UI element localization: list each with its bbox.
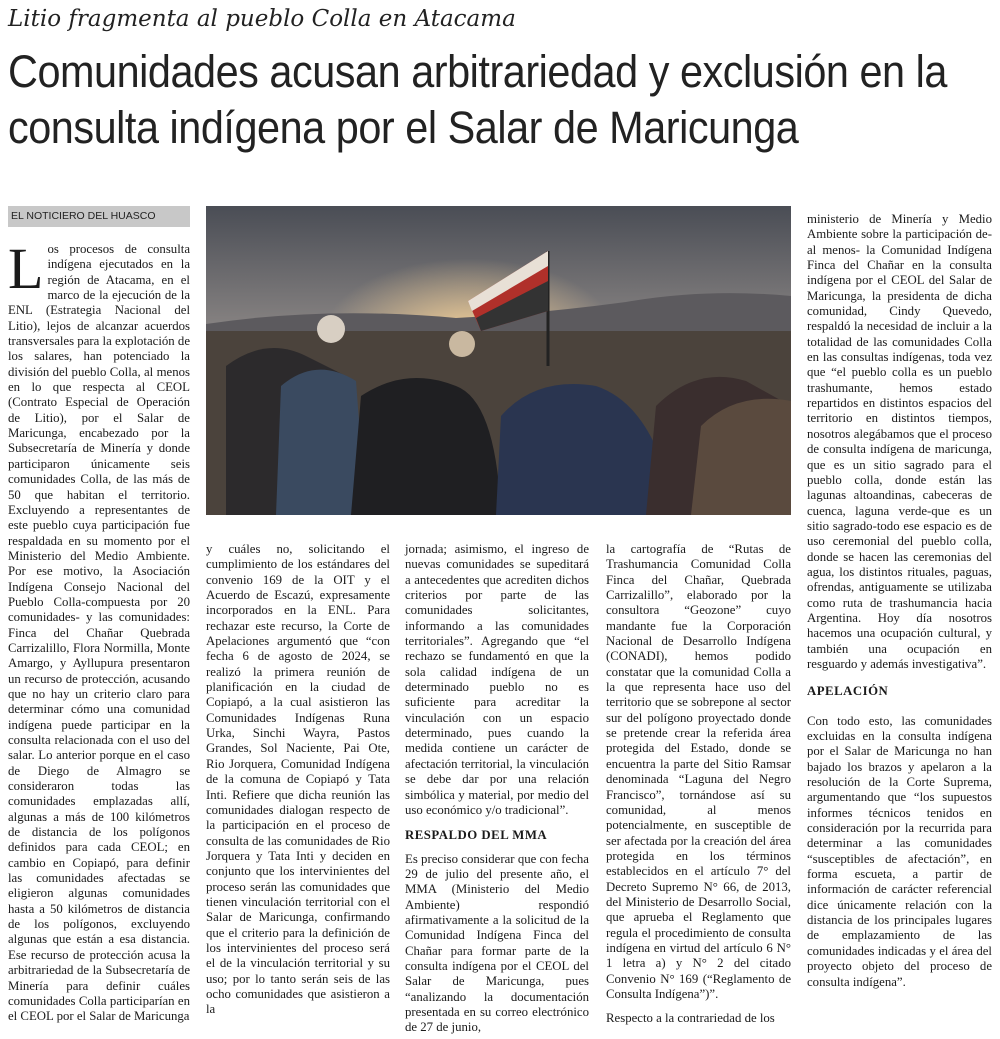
column-4-text: la cartografía de “Rutas de Trashumancia Comunidad Colla Finca del Chañar, Quebrada Carrizalillo”, elaborado por la consultora “Geozone” cuyo mandante fue la Corporación Nacional de Desarrollo Indígena (CONADI), hemos podido constatar que la comunidad Colla a la que representa hace uso del territorio que se sobrepone al sector sur del polígono proyectado donde se pretende crear la referida área protegida del Estado, donde se encuentra la parte del Sitio Ramsar denominada “Laguna del Negro Francisco”, tornándose así su comunidad, al menos potencialmente, en susceptible de ser afectada por la creación del área protegida en los términos establecidos en el artículo 7° del Decreto Supremo N° 66, de 2013, del Ministerio de Desarrollo Social, que aprueba el Reglamento que regula el procedimiento de consulta indígena en virtud del artículo 6 N° 1 letra a) y N° 2 del citado Convenio N° 169 (“Reglamento de Consulta Indígena”)”. xyxy=(606,542,791,1001)
article-column-1 xyxy=(8,236,190,1025)
subhead-respaldo: RESPALDO DEL MMA xyxy=(405,828,548,843)
source-label: EL NOTICIERO DEL HUASCO xyxy=(8,206,190,227)
column-5-text: ministerio de Minería y Medio Ambiente sobre la participación de-al menos- la Comunidad Indígena Finca del Chañar en la consulta indígena por el CEOL del Salar de Maricunga, la presidenta de dicha comunidad, Cindy Quevedo, respaldó la necesidad de incluir a la totalidad de las comunidades Colla en las consultas indígenas, toda vez que “el pueblo colla es un pueblo trashumante, hemos estado repartidos en distintos espacios del territorio en distintos tiempos, nosotros alegábamos que el proceso de consulta indígena de maricunga, que es un sitio sagrado para el pueblo colla, donde están las lagunas altoandinas, cabeceras de cuenca, laguna verde-que es un sitio sagrado-todo ese espacio es de uso ceremonial del pueblo colla, donde se hacen las ceremonias del agua, los distintos rituales, paguas, ofrendas, antiguamente se utilizaba como ruta de trashumancia hacia Argentina. Hoy día nosotros hacemos una ocupación cultural, y también una ocupación en resguardo y además investigativa”. xyxy=(807,212,992,671)
article-column-4 xyxy=(606,542,791,1027)
column-5-text-2: Con todo esto, las comunidades excluidas en la consulta indígena por el Salar de Maricunga no han bajado los brazos y apelaron a la resolución de la Corte Suprema, argumentando que “los supuestos informes técnicos tenidos en consideración por la recurrida para determinar a las comunidades “susceptibles de afectación”, en forma escueta, a partir de información de carácter referencial dice únicamente relación con la distancia de los principales lugares de emplazamiento de las comunidades indicadas y el área del proyecto objeto del proceso de consulta indígena”. xyxy=(807,713,992,989)
ceremony-photo xyxy=(206,206,791,515)
article-column-2 xyxy=(206,542,390,1018)
column-1-paragraph xyxy=(8,236,190,1025)
ceremony-photo-icon xyxy=(206,206,791,515)
dropcap: L xyxy=(8,236,44,301)
column-3-text-2: Es preciso considerar que con fecha 29 de julio del presente año, el MMA (Ministerio del Medio Ambiente) respondió afirmativamente a la solicitud de la Comunidad Indígena Finca del Chañar para formar parte de la consulta indígena por el CEOL del Salar de Maricunga, pues “analizando la documentación presentada en su correo electrónico de 27 de junio, xyxy=(405,851,589,1035)
column-4-text-2: Respecto a la contrariedad de los xyxy=(606,1011,775,1026)
column-2-text: y cuáles no, solicitando el cumplimiento de los estándares del convenio 169 de la OIT y el Acuerdo de Escazú, expresamente incorporados en la ENL. Para rechazar este recurso, la Corte de Apelaciones argumentó que “con fecha 6 de agosto de 2024, se realizó la primera reunión de planificación en la ciudad de Copiapó, a la cual asistieron las Comunidades Indígenas Runa Urka, Sinchi Wayra, Pastos Grandes, Sol Naciente, Pai Ote, Rio Jorquera, Comunidad Indígena de la comuna de Copiapó y Tata Inti. Refiere que dicha reunión las comunidades dialogan respecto de la participación en el proceso de consulta de las comunidades de Rio Jorquera y Tata Inti y deciden en conjunto que los intervinientes del proceso serán las comunidades que tienen vinculación territorial con el Salar de Maricunga, confirmando que el criterio para la definición de los intervinientes del proceso será el de la vinculación territorial y su uso; por lo tanto serán seis de las ocho comunidades que asistieron a la xyxy=(206,542,390,1017)
subhead-apelacion: APELACIÓN xyxy=(807,684,889,699)
article-column-3 xyxy=(405,542,589,1036)
column-3-text: jornada; asimismo, el ingreso de nuevas comunidades se supeditará a antecedentes que acrediten dichos criterios por parte de las comunidades solicitantes, informando a las comunidades territoriales”. Agregando que “el rechazo se fundamentó en que la sola calidad indígena de un determinado pueblo no es suficiente para acreditar la vinculación con un espacio determinado, pues cuando la medida contiene un carácter de afectación territorial, la vinculación se debe dar por una relación simbólica y material, por medio del uso económico y/o tradicional”. xyxy=(405,542,589,817)
headline: Comunidades acusan arbitrariedad y exclusión en la consulta indígena por el Salar de Maricunga xyxy=(8,46,947,153)
column-1-text: os procesos de consulta indígena ejecutados en la región de Atacama, en el marco de la ejecución de la ENL (Estrategia Nacional del Litio), lejos de alcanzar acuerdos transversales para la explotación de los salares, han potenciado la división del pueblo Colla, al menos en lo que respecta al CEOL (Contrato Especial de Operación de Litio), por el Salar de Maricunga, encabezado por la Subsecretaría de Minería y donde participaron únicamente seis comunidades Colla, de las más de 50 que habitan el territorio. Excluyendo a representantes de este pueblo cuya participación fue respaldada en su momento por el Ministerio del Medio Ambiente. Por ese motivo, la Asociación Indígena Consejo Nacional del Pueblo Colla-compuesta por 20 comunidades- y las comunidades: Finca del Chañar Quebrada Carrizalillo, Flora Normilla, Monte Amargo, y Ayllupura presentaron un recurso de protección, acusando que no hay un criterio claro para determinar cómo una comunidad indígena puede participar en la consulta relacionada con el uso del salar. Lo anterior porque en el caso de Diego de Almagro se consideraron todas las comunidades emplazadas allí, algunas a más de 100 kilómetros de distancia de los polígonos definidos para cada CEOL; en cambio en Copiapó, para definir las comunidades afectadas se eligieron algunas comunidades hasta a 50 kilómetros de distancia de los polígonos, excluyendo algunas que están a esa distancia. Ese recurso de protección acusa la arbitrariedad de la Subsecretaría de Minería para definir cuáles comunidades Colla participarían en el CEOL por el Salar de Maricunga xyxy=(8,242,190,1024)
article-column-5 xyxy=(807,212,992,990)
kicker: Litio fragmenta al pueblo Colla en Atacama xyxy=(8,6,516,32)
